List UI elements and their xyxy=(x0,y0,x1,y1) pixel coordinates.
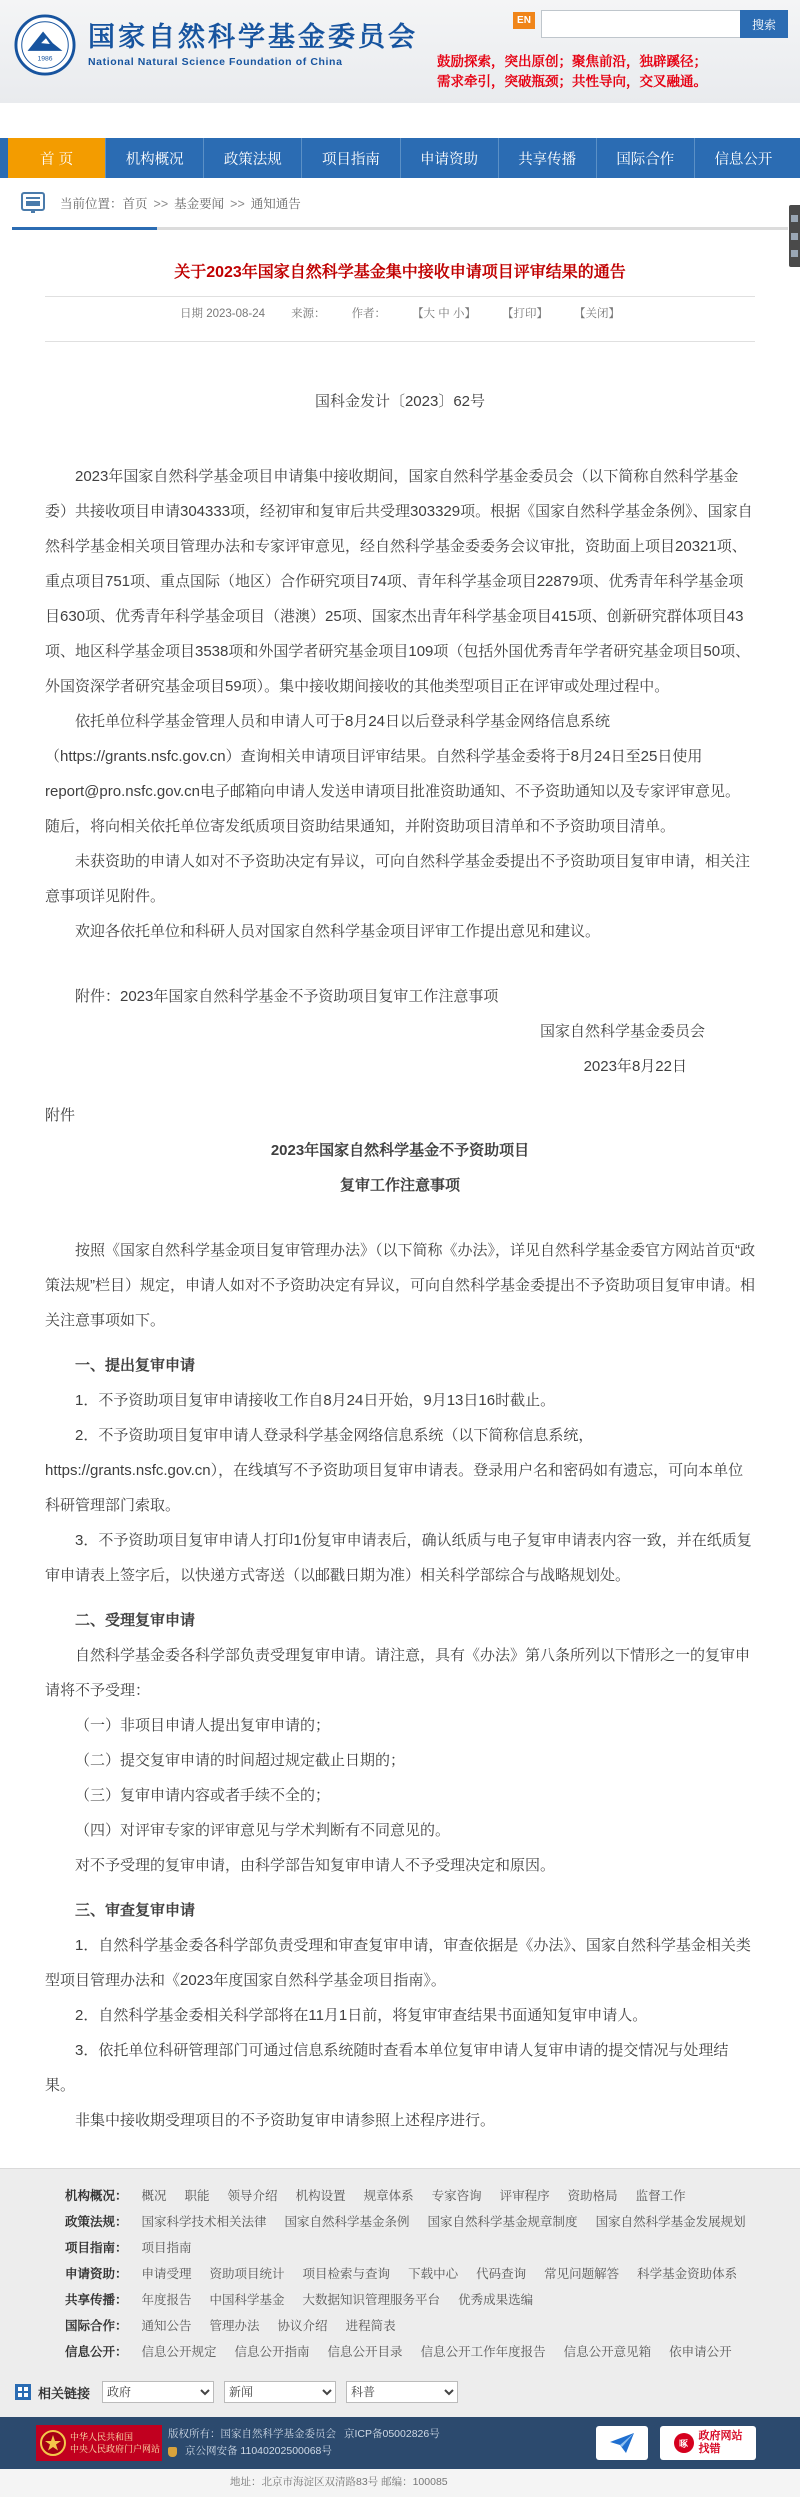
footer-row xyxy=(65,2209,800,2235)
footer-row xyxy=(65,2261,800,2287)
footer-link-依申请公开[interactable]: 依申请公开 xyxy=(669,2345,732,2359)
footer-link-概况[interactable]: 概况 xyxy=(141,2189,167,2203)
logo-year: 1986 xyxy=(37,55,53,63)
footer-link-协议介绍[interactable]: 协议介绍 xyxy=(277,2319,328,2333)
footer-link-评审程序[interactable]: 评审程序 xyxy=(499,2189,550,2203)
document-icon xyxy=(20,191,46,215)
font-size-control[interactable]: 【大 中 小】 xyxy=(412,308,476,320)
brand[interactable] xyxy=(14,14,418,76)
footer-row-label: 项目指南： xyxy=(65,2241,128,2255)
security-shield-icon xyxy=(168,2447,177,2457)
footer-link-规章体系[interactable]: 规章体系 xyxy=(363,2189,414,2203)
footer-link-信息公开指南[interactable]: 信息公开指南 xyxy=(234,2345,310,2359)
article-paragraph: （二）提交复审申请的时间超过规定截止日期的； xyxy=(75,1752,406,1769)
gov-site-badge[interactable] xyxy=(596,2426,648,2460)
footer-row-label: 信息公开： xyxy=(65,2345,128,2359)
footer-row-label: 申请资助： xyxy=(65,2267,128,2281)
site-title-cn: 国家自然科学基金委员会 xyxy=(88,22,418,52)
national-emblem-icon xyxy=(40,2430,66,2456)
meta-author: 作者： xyxy=(351,308,387,320)
section-heading: 一、提出复审申请 xyxy=(75,1357,196,1374)
error-report-badge[interactable] xyxy=(660,2426,756,2460)
footer-link-进程简表[interactable]: 进程简表 xyxy=(345,2319,396,2333)
print-button[interactable]: 【打印】 xyxy=(501,308,548,320)
icp-number[interactable]: 京ICP备05002826号 xyxy=(344,2428,440,2440)
footer-link-国家自然科学基金条例[interactable]: 国家自然科学基金条例 xyxy=(284,2215,410,2229)
slogan-text: 鼓励探索，突出原创；聚焦前沿，独辟蹊径； 需求牵引，突破瓶颈；共性导向，交叉融通。 xyxy=(437,54,707,89)
article-paragraph: 2．不予资助项目复审申请人登录科学基金网络信息系统（以下简称信息系统，https://grants.nsfc.gov.cn），在线填写不予资助项目复审申请表。登录用户名和密码如有遗忘，可向本单位科研管理部门索取。 xyxy=(45,1427,744,1514)
related-selects xyxy=(102,2381,468,2403)
article-paragraph: 未获资助的申请人如对不予资助决定有异议，可向自然科学基金委提出不予资助项目复审申请，相关注意事项详见附件。 xyxy=(45,853,751,905)
copyright-block xyxy=(168,2426,440,2460)
document-number: 国科金发计〔2023〕62号 xyxy=(314,393,486,410)
footer-link-中国科学基金[interactable]: 中国科学基金 xyxy=(209,2293,285,2307)
nav-item-首页[interactable]: 首 页 xyxy=(8,138,106,178)
main-nav xyxy=(0,138,800,178)
article-paragraph: （三）复审申请内容或者手续不全的； xyxy=(75,1787,331,1804)
related-select-新闻[interactable] xyxy=(224,2381,336,2403)
footer-link-信息公开目录[interactable]: 信息公开目录 xyxy=(327,2345,403,2359)
gov-widget-line2: 中央人民政府门户网站 xyxy=(70,2444,161,2454)
search-input[interactable] xyxy=(541,10,740,38)
signature: 国家自然科学基金委员会 xyxy=(539,1023,705,1040)
nav-item-申请资助[interactable]: 申请资助 xyxy=(401,138,499,178)
section-heading: 二、受理复审申请 xyxy=(75,1612,196,1629)
footer-link-领导介绍[interactable]: 领导介绍 xyxy=(227,2189,278,2203)
article xyxy=(0,262,800,2168)
article-paragraph: 2023年国家自然科学基金项目申请集中接收期间，国家自然科学基金委员会（以下简称自然科学基金委）共接收项目申请304333项，经初审和复审后共受理303329项。根据《国家自然科学基金条例》、国家自然科学基金相关项目管理办法和专家评审意见，经自然科学基金委委务会议审批，资助面上项目20321项、重点项目751项、重点国际（地区）合作研究项目74项、青年科学基金项目22879项、优秀青年科学基金项目630项、优秀青年科学基金项目（港澳）25项、国家杰出青年科学基金项目415项、创新研究群体项目43项、地区科学基金项目3538项和外国学者研究基金项目109项（包括外国优秀青年学者研究基金项目50项、外国资深学者研究基金项目59项）。集中接收期间接收的其他类型项目正在评审或处理过程中。 xyxy=(45,468,753,695)
article-paragraph: 1．不予资助项目复审申请接收工作自8月24日开始，9月13日16时截止。 xyxy=(75,1392,556,1409)
meta-divider xyxy=(45,341,755,342)
footer-link-信息公开意见箱[interactable]: 信息公开意见箱 xyxy=(563,2345,652,2359)
article-paragraph: 欢迎各依托单位和科研人员对国家自然科学基金项目评审工作提出意见和建议。 xyxy=(75,923,601,940)
footer-link-常见问题解答[interactable]: 常见问题解答 xyxy=(544,2267,620,2281)
article-paragraph: 1．自然科学基金委各科学部负责受理和审查复审申请，审查依据是《办法》、国家自然科学基金相关类型项目管理办法和《2023年度国家自然科学基金项目指南》。 xyxy=(45,1937,751,1989)
footer-link-资助项目统计[interactable]: 资助项目统计 xyxy=(209,2267,285,2281)
footer-link-管理办法[interactable]: 管理办法 xyxy=(209,2319,260,2333)
article-paragraph: 附件：2023年国家自然科学基金不予资助项目复审工作注意事项 xyxy=(75,988,499,1005)
central-gov-widget[interactable] xyxy=(36,2425,162,2461)
article-paragraph: 2．自然科学基金委相关科学部将在11月1日前，将复审审查结果书面通知复审申请人。 xyxy=(75,2007,648,2024)
nav-item-共享传播[interactable]: 共享传播 xyxy=(499,138,597,178)
footer-link-国家自然科学基金发展规划[interactable]: 国家自然科学基金发展规划 xyxy=(595,2215,746,2229)
related-select-政府[interactable] xyxy=(102,2381,214,2403)
breadcrumb-bar xyxy=(0,178,800,227)
article-paragraph: 对不予受理的复审申请，由科学部告知复审申请人不予受理决定和原因。 xyxy=(75,1857,556,1874)
side-share-widget[interactable] xyxy=(789,205,800,267)
breadcrumb xyxy=(60,194,301,212)
appendix-title: 复审工作注意事项 xyxy=(339,1177,460,1194)
related-select-科普[interactable] xyxy=(346,2381,458,2403)
copyright-text: 版权所有：国家自然科学基金委员会 xyxy=(168,2428,336,2440)
footer-link-下载中心[interactable]: 下载中心 xyxy=(408,2267,459,2281)
section-heading: 三、审查复审申请 xyxy=(75,1902,196,1919)
article-paragraph: （一）非项目申请人提出复审申请的； xyxy=(75,1717,331,1734)
footer-row xyxy=(65,2183,800,2209)
error-badge-line2: 找错 xyxy=(698,2443,721,2455)
article-paragraph: （四）对评审专家的评审意见与学术判断有不同意见的。 xyxy=(75,1822,451,1839)
error-badge-line1: 政府网站 xyxy=(698,2430,743,2442)
article-meta xyxy=(45,297,755,329)
signature-date: 2023年8月22日 xyxy=(583,1058,687,1075)
footer-row-label: 机构概况： xyxy=(65,2189,128,2203)
meta-source: 来源： xyxy=(291,308,326,320)
article-body xyxy=(45,384,755,2168)
footer-link-年度报告[interactable]: 年度报告 xyxy=(141,2293,192,2307)
article-paragraph: 附件 xyxy=(45,1107,76,1124)
address-line: 地址：北京市海淀区双清路83号 邮编：100085 xyxy=(0,2469,800,2497)
close-button[interactable]: 【关闭】 xyxy=(573,308,620,320)
article-paragraph: 自然科学基金委各科学部负责受理复审申请。请注意，具有《办法》第八条所列以下情形之一的复审申请将不予受理： xyxy=(45,1647,751,1699)
footer-link-机构设置[interactable]: 机构设置 xyxy=(295,2189,346,2203)
article-paragraph: 依托单位科学基金管理人员和申请人可于8月24日以后登录科学基金网络信息系统（https://grants.nsfc.gov.cn）查询相关申请项目评审结果。自然科学基金委将于8月24日至25日使用report@pro.nsfc.gov.cn电子邮箱向申请人发送申请项目批准资助通知、不予资助通知以及专家评审意见。随后，将向相关依托单位寄发纸质项目资助结果通知，并附资助项目清单和不予资助项目清单。 xyxy=(45,713,741,835)
share-icon xyxy=(791,215,798,222)
breadcrumb-link-基金要闻[interactable]: 基金要闻 xyxy=(174,196,225,211)
footer-link-项目检索与查询[interactable]: 项目检索与查询 xyxy=(302,2267,391,2281)
footer-row-label: 共享传播： xyxy=(65,2293,128,2307)
footer-link-项目指南[interactable]: 项目指南 xyxy=(141,2241,192,2255)
security-number[interactable]: 京公网安备 11040202500068号 xyxy=(185,2445,332,2457)
breadcrumb-prefix: 当前位置： xyxy=(60,196,123,211)
site-header xyxy=(0,0,800,103)
bottom-bar xyxy=(0,2417,800,2469)
footer-row-label: 政策法规： xyxy=(65,2215,128,2229)
share-icon xyxy=(791,250,798,257)
breadcrumb-link-通知通告[interactable]: 通知通告 xyxy=(250,196,301,211)
footer-link-大数据知识管理服务平台[interactable]: 大数据知识管理服务平台 xyxy=(302,2293,441,2307)
search-bar xyxy=(541,10,788,38)
error-report-icon: 啄 xyxy=(674,2433,694,2453)
footer-link-代码查询[interactable]: 代码查询 xyxy=(476,2267,527,2281)
article-title: 关于2023年国家自然科学基金集中接收申请项目评审结果的通告 xyxy=(174,264,626,281)
breadcrumb-separator: >> xyxy=(230,196,245,211)
footer-link-国家自然科学基金规章制度[interactable]: 国家自然科学基金规章制度 xyxy=(427,2215,578,2229)
footer-link-专家咨询[interactable]: 专家咨询 xyxy=(431,2189,482,2203)
grid-link-icon xyxy=(14,2383,32,2401)
footer-row-label: 国际合作： xyxy=(65,2319,128,2333)
footer-link-信息公开工作年度报告[interactable]: 信息公开工作年度报告 xyxy=(420,2345,546,2359)
footer-link-申请受理[interactable]: 申请受理 xyxy=(141,2267,192,2281)
footer-link-通知公告[interactable]: 通知公告 xyxy=(141,2319,192,2333)
footer-link-国家科学技术相关法律[interactable]: 国家科学技术相关法律 xyxy=(141,2215,267,2229)
nav-item-信息公开[interactable]: 信息公开 xyxy=(714,151,773,168)
paper-plane-icon xyxy=(609,2432,635,2454)
gov-widget-line1: 中华人民共和国 xyxy=(70,2432,134,2442)
footer-row xyxy=(65,2313,800,2339)
footer-link-职能[interactable]: 职能 xyxy=(184,2189,210,2203)
nav-item-机构概况[interactable]: 机构概况 xyxy=(106,138,204,178)
footer-sitemap xyxy=(0,2168,800,2375)
footer-row xyxy=(65,2339,800,2365)
footer-link-资助格局[interactable]: 资助格局 xyxy=(567,2189,618,2203)
search-button[interactable]: 搜索 xyxy=(740,10,788,38)
nav-item-项目指南[interactable]: 项目指南 xyxy=(302,138,400,178)
english-version-button[interactable]: EN xyxy=(513,12,535,29)
share-icon xyxy=(791,233,798,240)
article-paragraph: 3．不予资助项目复审申请人打印1份复审申请表后，确认纸质与电子复审申请表内容一致，并在纸质复审申请表上签字后，以快递方式寄送（以邮戳日期为准）相关科学部综合与战略规划处。 xyxy=(45,1532,752,1584)
footer-link-信息公开规定[interactable]: 信息公开规定 xyxy=(141,2345,217,2359)
site-title-en: National Natural Science Foundation of China xyxy=(88,56,343,68)
article-paragraph: 按照《国家自然科学基金项目复审管理办法》（以下简称《办法》，详见自然科学基金委官方网站首页“政策法规”栏目）规定，申请人如对不予资助决定有异议，可向自然科学基金委提出不予资助项目复审申请。相关注意事项如下。 xyxy=(45,1242,756,1329)
footer-row xyxy=(65,2287,800,2313)
breadcrumb-divider xyxy=(12,227,788,230)
article-paragraph: 3．依托单位科研管理部门可通过信息系统随时查看本单位复审申请人复审申请的提交情况与处理结果。 xyxy=(45,2042,729,2094)
nav-item-国际合作[interactable]: 国际合作 xyxy=(597,138,695,178)
nav-item-政策法规[interactable]: 政策法规 xyxy=(204,138,302,178)
related-links-row xyxy=(0,2375,800,2417)
article-paragraph: 非集中接收期受理项目的不予资助复审申请参照上述程序进行。 xyxy=(75,2112,496,2129)
related-links-label: 相关链接 xyxy=(38,2385,91,2401)
nsfc-logo-icon xyxy=(14,14,76,76)
header-spacer xyxy=(0,103,800,138)
meta-date: 日期 2023-08-24 xyxy=(180,308,266,320)
footer-link-科学基金资助体系[interactable]: 科学基金资助体系 xyxy=(637,2267,738,2281)
breadcrumb-separator: >> xyxy=(153,196,169,211)
footer-row xyxy=(65,2235,800,2261)
footer-link-监督工作[interactable]: 监督工作 xyxy=(635,2189,686,2203)
footer-link-优秀成果选编[interactable]: 优秀成果选编 xyxy=(458,2293,534,2307)
breadcrumb-link-首页[interactable]: 首页 xyxy=(122,196,148,211)
appendix-title: 2023年国家自然科学基金不予资助项目 xyxy=(270,1142,530,1159)
